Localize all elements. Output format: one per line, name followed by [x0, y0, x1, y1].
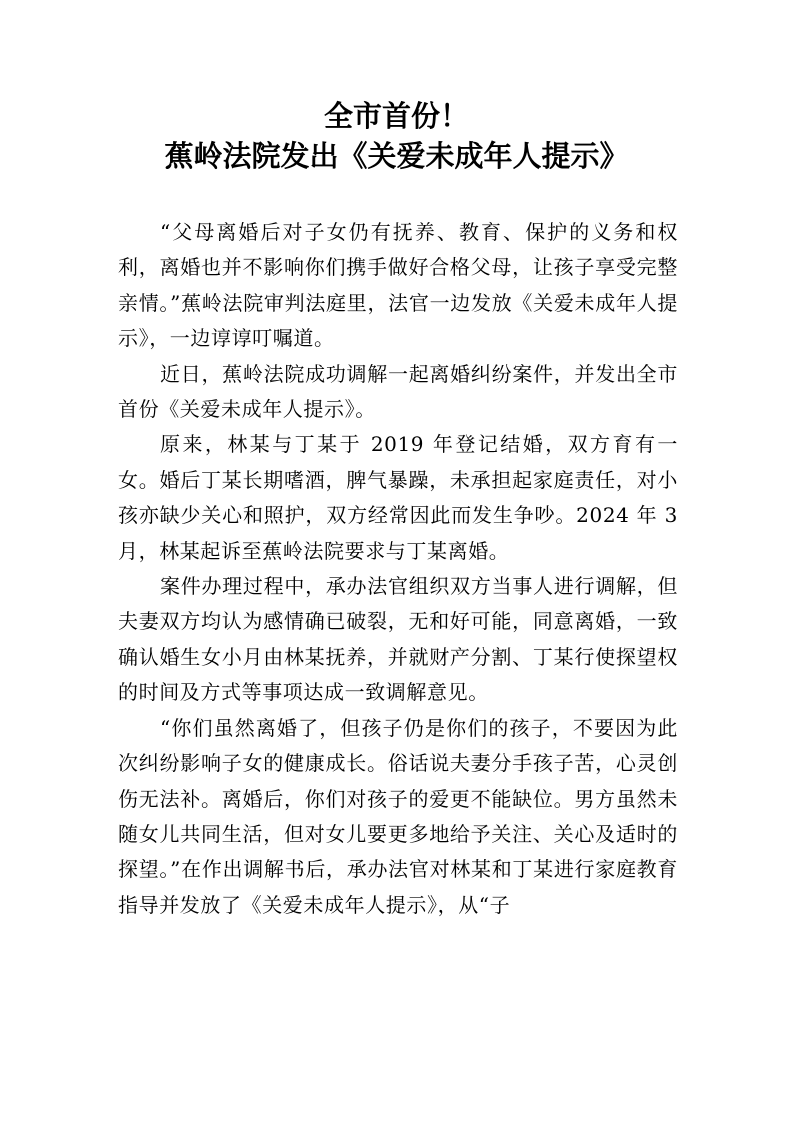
paragraph-5: “你们虽然离婚了，但孩子仍是你们的孩子，不要因为此次纠纷影响子女的健康成长。俗话说夫妻分手孩子苦，心灵创伤无法补。离婚后，你们对孩子的爱更不能缺位。男方虽然未随女儿共同生活，但对女儿要更多地给予关注、关心及适时的探望。”在作出调解书后，承办法官对林某和丁某进行家庭教育指导并发放了《关爱未成年人提示》，从“子 [118, 715, 678, 917]
title-line-1: 全市首份！ [323, 99, 469, 133]
paragraph-4: 案件办理过程中，承办法官组织双方当事人进行调解，但夫妻双方均认为感情确已破裂，无和好可能，同意离婚，一致确认婚生女小月由林某抚养，并就财产分割、丁某行使探望权的时间及方式等事项达成一致调解意见。 [118, 574, 678, 705]
paragraph-3: 原来，林某与丁某于 2019 年登记结婚，双方育有一女。婚后丁某长期嗜酒，脾气暴躁，未承担起家庭责任，对小孩亦缺少关心和照护，双方经常因此而发生争吵。2024 年 3 月，林某起诉至蕉岭法院要求与丁某离婚。 [118, 432, 678, 563]
title-line-2: 蕉岭法院发出《关爱未成年人提示》 [164, 139, 629, 173]
paragraph-1: “父母离婚后对子女仍有抚养、教育、保护的义务和权利，离婚也并不影响你们携手做好合格父母，让孩子享受完整亲情。”蕉岭法院审判法庭里，法官一边发放《关爱未成年人提示》，一边谆谆叮嘱道。 [118, 220, 678, 351]
article-body [118, 215, 678, 923]
paragraph-2: 近日，蕉岭法院成功调解一起离婚纠纷案件，并发出全市首份《关爱未成年人提示》。 [118, 361, 678, 422]
